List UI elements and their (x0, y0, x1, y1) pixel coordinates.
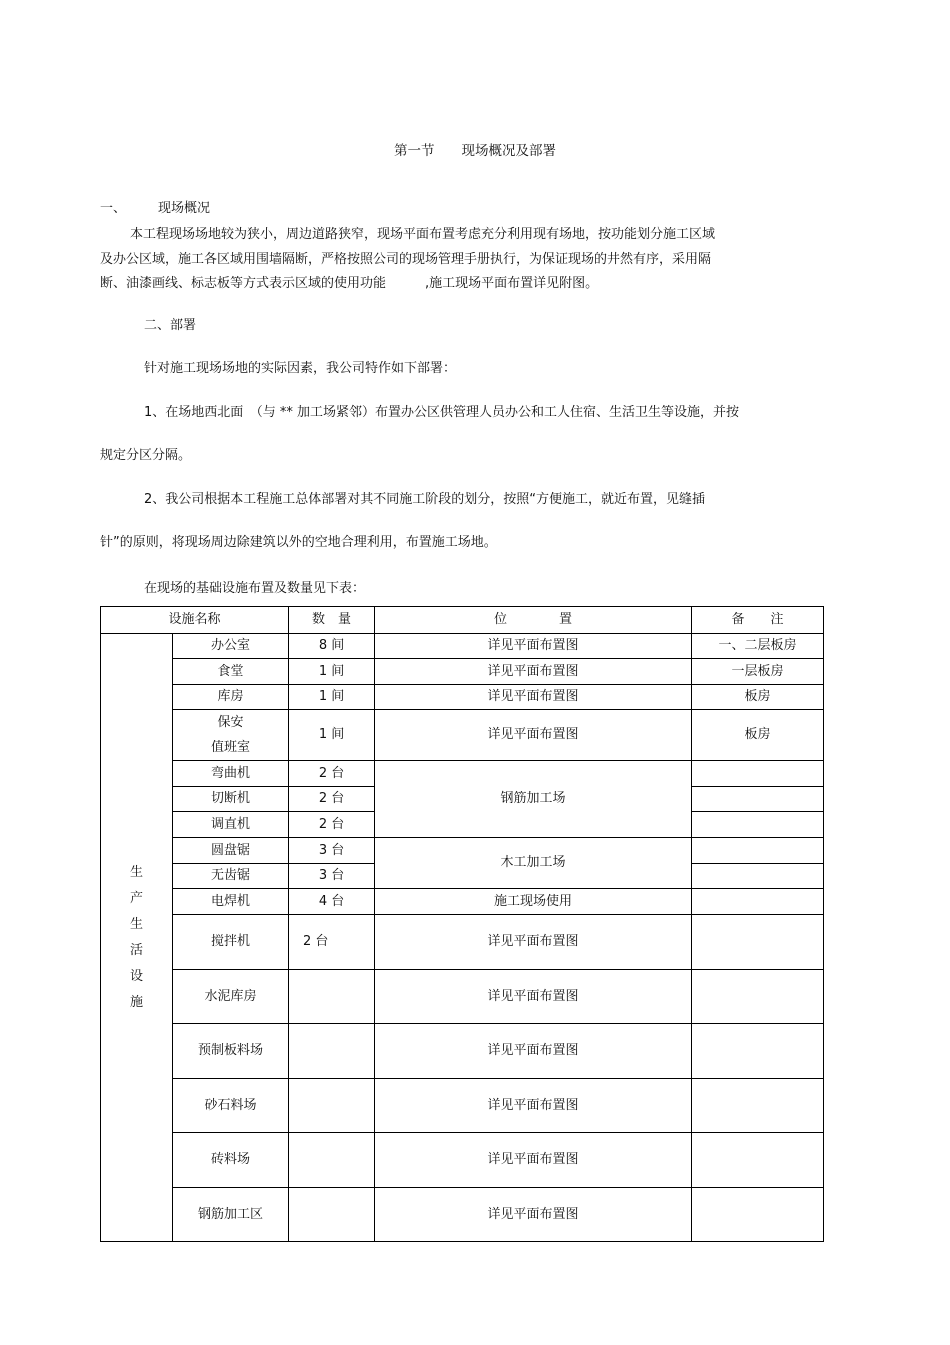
cell-location-merged: 钢筋加工场 (375, 761, 692, 838)
cell-remark (692, 970, 824, 1024)
cell-qty (289, 970, 375, 1024)
cell-remark (692, 864, 824, 889)
cell-qty (289, 1188, 375, 1242)
cell-remark (692, 1133, 824, 1188)
overview-line-3: 断、油漆画线、标志板等方式表示区域的使用功能 ,施工现场平面布置详见附图。 (100, 276, 599, 291)
deploy-intro: 针对施工现场场地的实际因素，我公司特作如下部署： (144, 361, 457, 376)
cell-remark (692, 812, 824, 838)
table-row (101, 659, 824, 685)
cell-qty: 2 台 (289, 787, 375, 812)
cell-name: 预制板料场 (173, 1024, 289, 1079)
section-heading: 现场概况 (158, 201, 211, 216)
cell-name: 办公室 (173, 634, 289, 659)
cell-name: 钢筋加工区 (173, 1188, 289, 1242)
cell-location: 详见平面布置图 (375, 970, 692, 1024)
cell-name: 圆盘锯 (173, 838, 289, 864)
table-row (101, 710, 824, 761)
table-row (101, 1024, 824, 1079)
cell-qty: 3 台 (289, 864, 375, 889)
table-row (101, 634, 824, 659)
cell-qty: 3 台 (289, 838, 375, 864)
cell-name: 食堂 (173, 659, 289, 685)
table-row (101, 889, 824, 915)
cell-location-merged: 木工加工场 (375, 838, 692, 889)
cell-qty: 8 间 (289, 634, 375, 659)
cell-remark: 板房 (692, 710, 824, 761)
cell-remark (692, 761, 824, 787)
group-label-char: 设 (129, 968, 143, 984)
cell-name: 搅拌机 (173, 915, 289, 970)
table-row (101, 915, 824, 970)
cell-location: 详见平面布置图 (375, 634, 692, 659)
table-row (101, 1188, 824, 1242)
cell-name-line: 值班室 (211, 740, 251, 755)
cell-qty: 2 台 (289, 761, 375, 787)
table-row (101, 761, 824, 787)
group-label-char: 施 (129, 994, 143, 1010)
cell-location: 详见平面布置图 (375, 915, 692, 970)
cell-remark (692, 889, 824, 915)
table-row (101, 838, 824, 864)
cell-name: 砖料场 (173, 1133, 289, 1188)
cell-location: 详见平面布置图 (375, 685, 692, 710)
facility-table (100, 606, 824, 1242)
cell-name: 无齿锯 (173, 864, 289, 889)
header-qty: 数 量 (289, 607, 375, 634)
table-row (101, 1133, 824, 1188)
table-row (101, 1079, 824, 1133)
cell-qty: 1 间 (289, 710, 375, 761)
cell-name-line: 保安 (217, 715, 244, 730)
page-title: 第一节 现场概况及部署 (394, 143, 556, 159)
cell-qty (289, 1024, 375, 1079)
cell-qty: 2 台 (289, 812, 375, 838)
table-caption: 在现场的基础设施布置及数量见下表： (144, 581, 366, 596)
group-label-char: 活 (129, 942, 143, 958)
cell-name: 弯曲机 (173, 761, 289, 787)
table-row (101, 685, 824, 710)
cell-location: 详见平面布置图 (375, 710, 692, 761)
header-remark: 备 注 (692, 607, 824, 634)
overview-line-2: 及办公区域，施工各区域用围墙隔断，严格按照公司的现场管理手册执行，为保证现场的井然有序，采用隔 (100, 252, 712, 267)
cell-location: 详见平面布置图 (375, 659, 692, 685)
cell-location: 施工现场使用 (375, 889, 692, 915)
cell-qty: 2 台 (289, 915, 375, 970)
cell-location: 详见平面布置图 (375, 1024, 692, 1079)
cell-remark: 一、二层板房 (692, 634, 824, 659)
cell-qty: 1 间 (289, 659, 375, 685)
cell-qty: 1 间 (289, 685, 375, 710)
section-heading-deploy: 二、部署 (144, 318, 197, 333)
cell-location: 详见平面布置图 (375, 1188, 692, 1242)
group-label-char: 生 (129, 864, 143, 880)
cell-remark (692, 787, 824, 812)
deploy-item-2-line-2: 针”的原则，将现场周边除建筑以外的空地合理利用，布置施工场地。 (100, 535, 497, 550)
cell-qty (289, 1079, 375, 1133)
cell-remark: 一层板房 (692, 659, 824, 685)
table-header-row (101, 607, 824, 634)
section-number: 一、 (100, 201, 127, 216)
cell-name: 电焊机 (173, 889, 289, 915)
cell-name: 切断机 (173, 787, 289, 812)
cell-qty (289, 1133, 375, 1188)
header-location: 位 置 (375, 607, 692, 634)
cell-remark (692, 838, 824, 864)
cell-remark (692, 1188, 824, 1242)
cell-qty: 4 台 (289, 889, 375, 915)
deploy-item-2-line-1: 2、我公司根据本工程施工总体部署对其不同施工阶段的划分，按照“方便施工，就近布置，见缝插 (144, 492, 706, 507)
group-label (101, 634, 173, 1242)
cell-remark (692, 915, 824, 970)
cell-location: 详见平面布置图 (375, 1079, 692, 1133)
cell-name: 调直机 (173, 812, 289, 838)
group-label-char: 生 (129, 916, 143, 932)
cell-remark: 板房 (692, 685, 824, 710)
deploy-item-1-line-2: 规定分区分隔。 (100, 448, 192, 463)
header-name: 设施名称 (101, 607, 289, 634)
table-row (101, 970, 824, 1024)
deploy-item-1-line-1: 1、在场地西北面 （与 ** 加工场紧邻）布置办公区供管理人员办公和工人住宿、生活卫生等设施，并按 (144, 405, 740, 420)
overview-line-1: 本工程现场场地较为狭小，周边道路狭窄，现场平面布置考虑充分利用现有场地，按功能划分施工区域 (130, 227, 716, 242)
cell-name (173, 710, 289, 761)
cell-location: 详见平面布置图 (375, 1133, 692, 1188)
cell-name: 库房 (173, 685, 289, 710)
cell-name: 砂石料场 (173, 1079, 289, 1133)
cell-remark (692, 1024, 824, 1079)
group-label-char: 产 (129, 890, 143, 906)
cell-name: 水泥库房 (173, 970, 289, 1024)
cell-remark (692, 1079, 824, 1133)
